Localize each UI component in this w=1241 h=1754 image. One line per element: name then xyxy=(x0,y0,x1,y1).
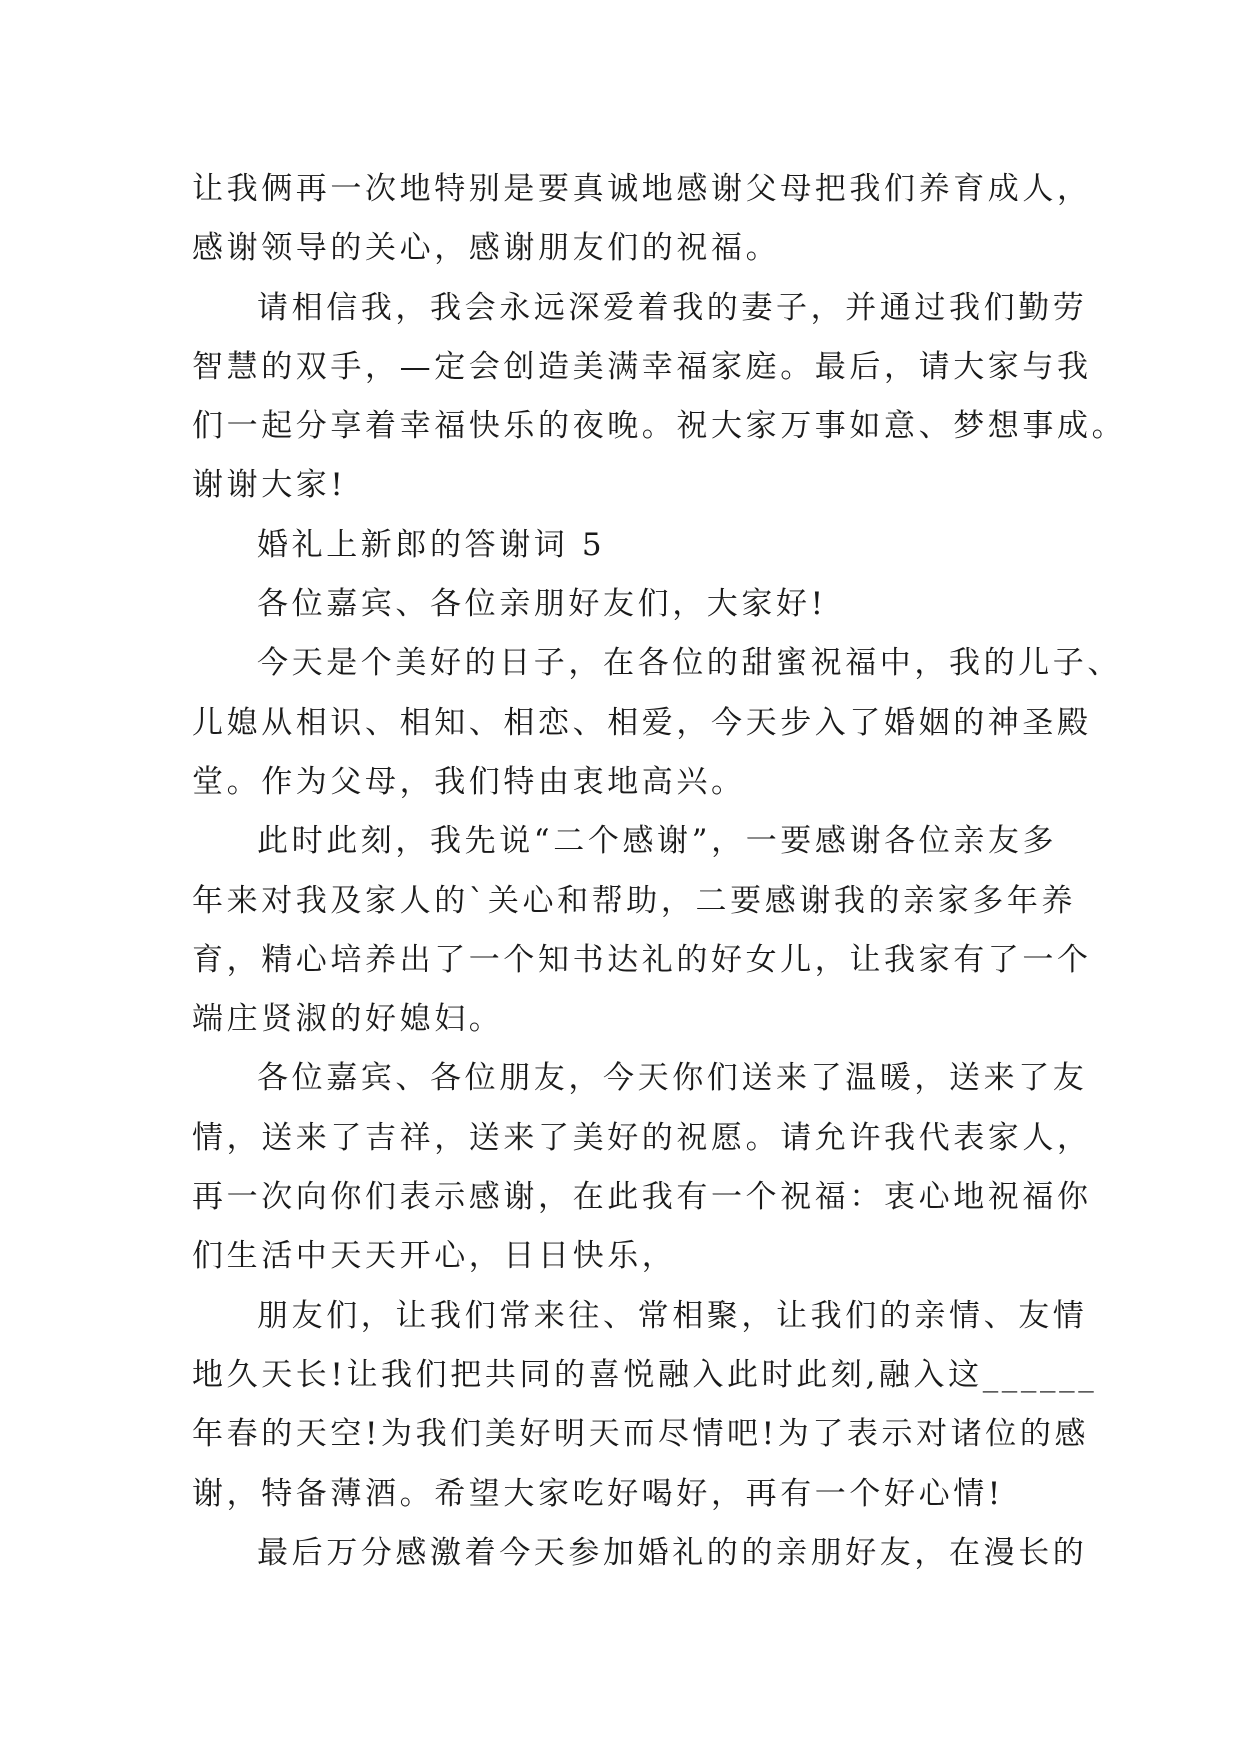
paragraph-start-line: 此时此刻，我先说“二个感谢”，一要感谢各位亲友多 xyxy=(257,823,1058,860)
text-line: 年来对我及家人的`关心和帮助，二要感谢我的亲家多年养 xyxy=(192,882,1077,919)
paragraph-start-line: 朋友们，让我们常来往、常相聚，让我们的亲情、友情 xyxy=(257,1297,1088,1334)
text-line: 地久天长!让我们把共同的喜悦融入此时此刻,融入这______ xyxy=(192,1356,1098,1393)
text-line: 堂。作为父母，我们特由衷地高兴。 xyxy=(192,763,746,800)
paragraph-start-line: 最后万分感激着今天参加婚礼的的亲朋好友，在漫长的 xyxy=(257,1534,1088,1571)
text-line: 情，送来了吉祥，送来了美好的祝愿。请允许我代表家人， xyxy=(192,1119,1092,1156)
text-line: 让我俩再一次地特别是要真诚地感谢父母把我们养育成人， xyxy=(192,171,1092,207)
document-body xyxy=(192,160,1127,1583)
text-line: 们一起分享着幸福快乐的夜晚。祝大家万事如意、梦想事成。 xyxy=(192,408,1127,445)
section-heading: 婚礼上新郎的答谢词 5 xyxy=(257,526,606,563)
greeting-line: 各位嘉宾、各位亲朋好友们，大家好! xyxy=(257,586,827,623)
text-line: 谢谢大家! xyxy=(192,467,347,504)
text-line: 端庄贤淑的好媳妇。 xyxy=(192,1001,504,1038)
text-line: 们生活中天天开心，日日快乐， xyxy=(192,1238,677,1275)
text-line: 年春的天空!为我们美好明天而尽情吧!为了表示对诸位的感 xyxy=(192,1416,1090,1453)
text-line: 再一次向你们表示感谢，在此我有一个祝福：衷心地祝福你 xyxy=(192,1179,1092,1216)
text-line: 感谢领导的关心，感谢朋友们的祝福。 xyxy=(192,230,781,267)
text-line: 智慧的双手，—定会创造美满幸福家庭。最后，请大家与我 xyxy=(192,348,1092,385)
text-line: 谢，特备薄酒。希望大家吃好喝好，再有一个好心情! xyxy=(192,1475,1004,1512)
paragraph-start-line: 各位嘉宾、各位朋友，今天你们送来了温暖，送来了友 xyxy=(257,1060,1088,1097)
text-line: 儿媳从相识、相知、相恋、相爱，今天步入了婚姻的神圣殿 xyxy=(192,704,1092,741)
paragraph-start-line: 请相信我，我会永远深爱着我的妻子，并通过我们勤劳 xyxy=(257,289,1088,326)
paragraph-start-line: 今天是个美好的日子，在各位的甜蜜祝福中，我的儿子、 xyxy=(257,645,1122,682)
text-line: 育，精心培养出了一个知书达礼的好女儿，让我家有了一个 xyxy=(192,941,1092,978)
